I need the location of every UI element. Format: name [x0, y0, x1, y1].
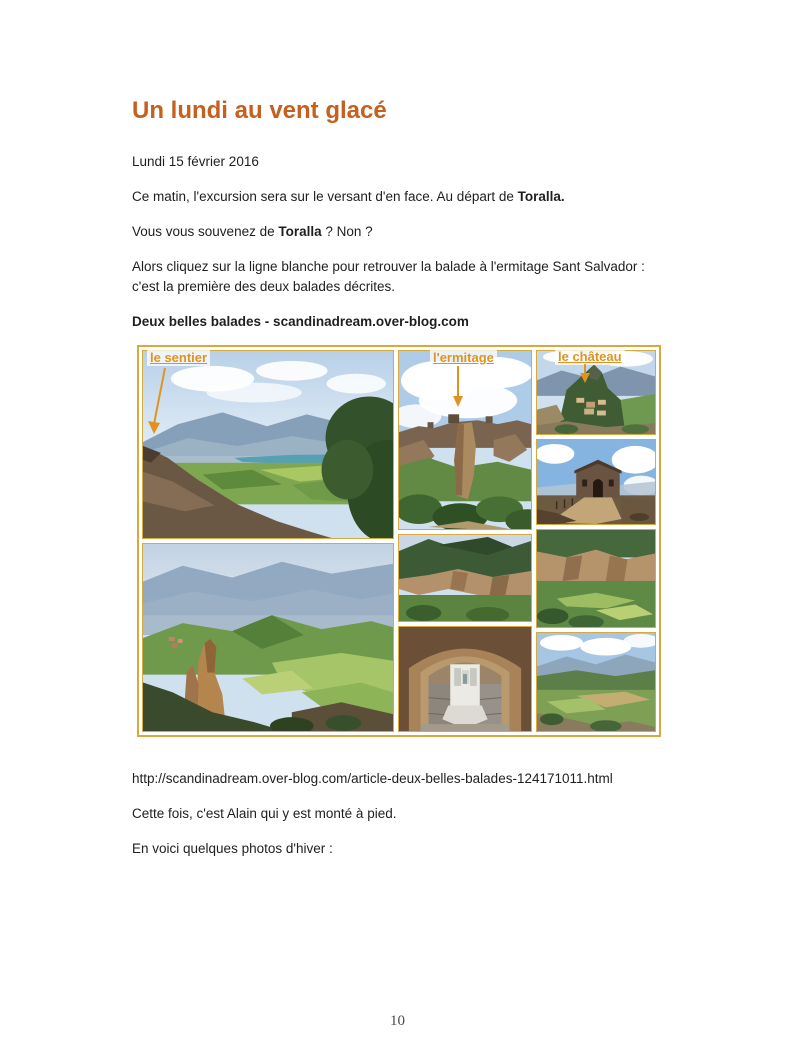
- paragraph-1: [132, 187, 663, 207]
- paragraph-1-text: Ce matin, l'excursion sera sur le versant d'en face. Au départ de: [132, 189, 518, 204]
- blog-link-title[interactable]: Deux belles balades - scandinadream.over-blog.com: [132, 314, 469, 329]
- photo-collage: [137, 345, 661, 737]
- paragraph-2-text: Vous vous souvenez de: [132, 224, 279, 239]
- photo-valley-vista: [536, 632, 656, 732]
- photo-canyon-middle: [398, 534, 532, 622]
- paragraph-5: En voici quelques photos d'hiver :: [132, 841, 333, 856]
- paragraph-3: Alors cliquez sur la ligne blanche pour retrouver la balade à l'ermitage Sant Salvador : c'est la première des deux balades décrites.: [132, 259, 645, 294]
- collage-column-left: [142, 350, 394, 732]
- paragraph-4: Cette fois, c'est Alain qui y est monté à pied.: [132, 806, 397, 821]
- paragraph-2-bold: Toralla: [278, 224, 322, 239]
- article-body: [132, 0, 663, 874]
- paragraph-2: [132, 222, 663, 242]
- photo-label-sentier: le sentier: [147, 350, 210, 366]
- arrow-icon-ermitage: [452, 366, 464, 408]
- paragraph-1-bold: Toralla.: [517, 189, 565, 204]
- photo-label-chateau: le château: [555, 349, 625, 365]
- arrow-icon-chateau: [579, 364, 591, 384]
- photo-sentier-viewpoint: [142, 350, 394, 539]
- page-title: Un lundi au vent glacé: [132, 97, 387, 124]
- article-date: Lundi 15 février 2016: [132, 154, 259, 169]
- photo-ermitage: [398, 350, 532, 530]
- collage-column-right: [536, 350, 656, 732]
- photo-label-ermitage: l'ermitage: [430, 350, 497, 366]
- arrow-icon-sentier: [145, 366, 171, 436]
- photo-altar: [398, 626, 532, 732]
- photo-valley-pinnacle: [142, 543, 394, 732]
- page-number: 10: [390, 1013, 405, 1029]
- collage-column-middle: [398, 350, 532, 732]
- paragraph-2-post: ? Non ?: [321, 224, 373, 239]
- photo-chapel: [536, 439, 656, 525]
- article-url[interactable]: http://scandinadream.over-blog.com/article-deux-belles-balades-124171011.html: [132, 771, 613, 786]
- photo-canyon-right: [536, 529, 656, 628]
